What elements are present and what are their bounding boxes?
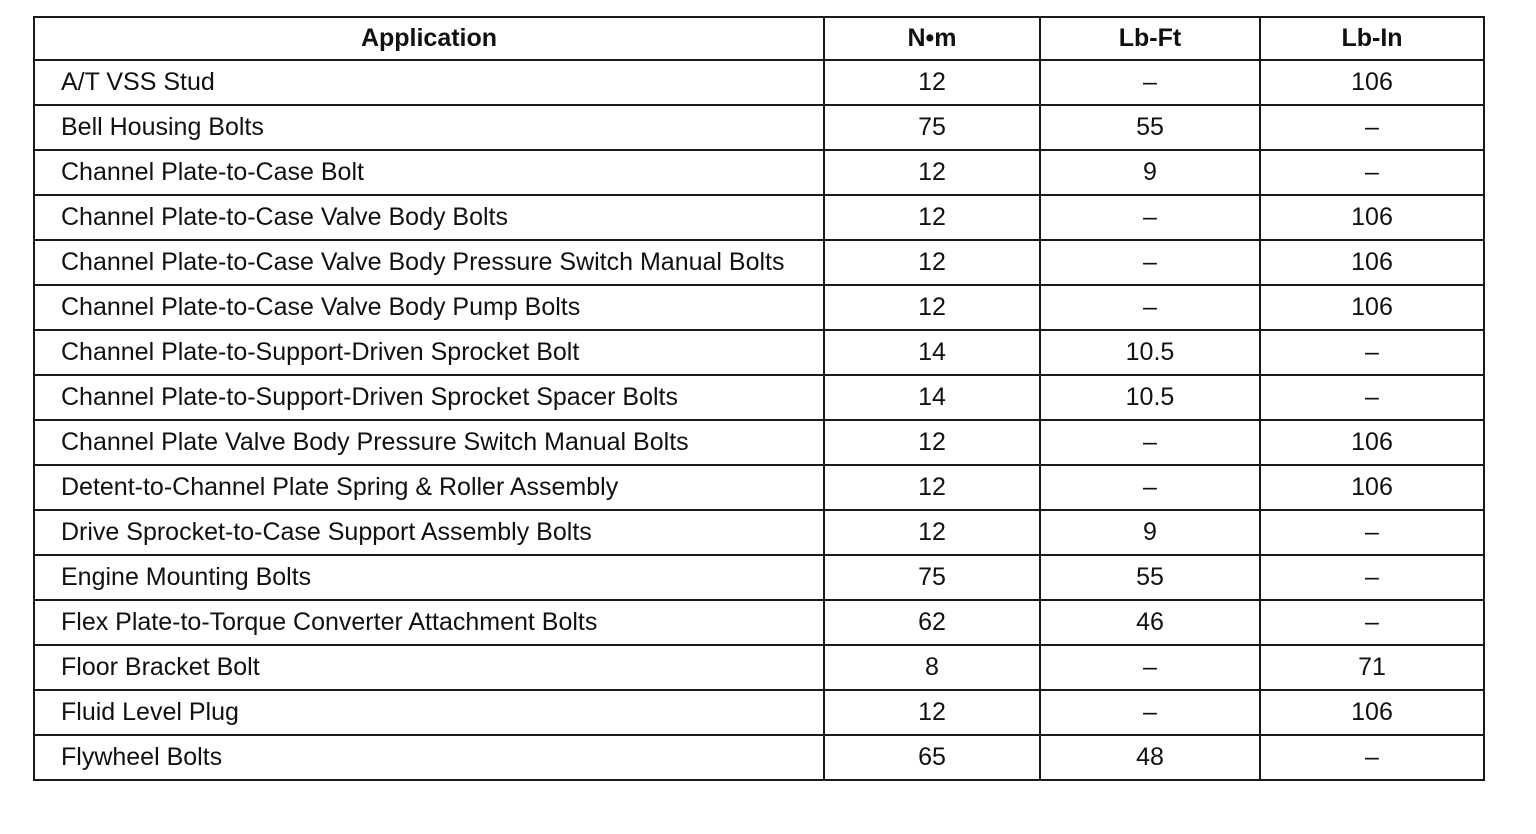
lbft-cell: 10.5 (1040, 330, 1260, 375)
nm-cell: 75 (824, 105, 1040, 150)
lbft-cell: 55 (1040, 555, 1260, 600)
nm-cell: 12 (824, 240, 1040, 285)
lbin-cell: – (1260, 375, 1484, 420)
nm-cell: 14 (824, 375, 1040, 420)
table-row (34, 330, 1484, 375)
application-cell: Floor Bracket Bolt (34, 645, 824, 690)
lbin-cell: 106 (1260, 690, 1484, 735)
nm-cell: 12 (824, 420, 1040, 465)
lbin-cell: 106 (1260, 420, 1484, 465)
lbft-cell: – (1040, 690, 1260, 735)
table-row (34, 105, 1484, 150)
lbft-cell: – (1040, 420, 1260, 465)
application-cell: Flex Plate-to-Torque Converter Attachment Bolts (34, 600, 824, 645)
nm-cell: 12 (824, 195, 1040, 240)
lbin-cell: – (1260, 150, 1484, 195)
lbin-cell: – (1260, 600, 1484, 645)
table-row (34, 555, 1484, 600)
lbft-cell: 9 (1040, 510, 1260, 555)
lbin-cell: 106 (1260, 60, 1484, 105)
table-header-row (34, 17, 1484, 60)
application-cell: Engine Mounting Bolts (34, 555, 824, 600)
lbft-cell: 55 (1040, 105, 1260, 150)
lbft-cell: – (1040, 195, 1260, 240)
table-row (34, 60, 1484, 105)
nm-cell: 12 (824, 465, 1040, 510)
header-lbin: Lb-In (1260, 17, 1484, 60)
lbin-cell: 106 (1260, 195, 1484, 240)
table-row (34, 600, 1484, 645)
nm-cell: 75 (824, 555, 1040, 600)
lbin-cell: – (1260, 735, 1484, 780)
lbin-cell: 71 (1260, 645, 1484, 690)
nm-cell: 12 (824, 150, 1040, 195)
application-cell: Channel Plate-to-Case Valve Body Pump Bolts (34, 285, 824, 330)
lbft-cell: – (1040, 240, 1260, 285)
nm-cell: 8 (824, 645, 1040, 690)
torque-specifications-table (33, 16, 1485, 781)
table-row (34, 375, 1484, 420)
application-cell: Channel Plate-to-Case Valve Body Bolts (34, 195, 824, 240)
lbft-cell: – (1040, 285, 1260, 330)
table-row (34, 240, 1484, 285)
application-cell: Drive Sprocket-to-Case Support Assembly Bolts (34, 510, 824, 555)
nm-cell: 12 (824, 285, 1040, 330)
nm-cell: 12 (824, 510, 1040, 555)
lbin-cell: 106 (1260, 240, 1484, 285)
table-row (34, 420, 1484, 465)
table-row (34, 465, 1484, 510)
header-application: Application (34, 17, 824, 60)
application-cell: Flywheel Bolts (34, 735, 824, 780)
lbft-cell: – (1040, 645, 1260, 690)
application-cell: Detent-to-Channel Plate Spring & Roller Assembly (34, 465, 824, 510)
table-row (34, 735, 1484, 780)
lbft-cell: 9 (1040, 150, 1260, 195)
lbft-cell: 48 (1040, 735, 1260, 780)
lbin-cell: – (1260, 510, 1484, 555)
header-nm: N•m (824, 17, 1040, 60)
lbin-cell: – (1260, 330, 1484, 375)
table-row (34, 645, 1484, 690)
lbin-cell: 106 (1260, 465, 1484, 510)
table-row (34, 690, 1484, 735)
nm-cell: 62 (824, 600, 1040, 645)
application-cell: A/T VSS Stud (34, 60, 824, 105)
application-cell: Fluid Level Plug (34, 690, 824, 735)
application-cell: Channel Plate-to-Case Bolt (34, 150, 824, 195)
application-cell: Bell Housing Bolts (34, 105, 824, 150)
application-cell: Channel Plate-to-Case Valve Body Pressure Switch Manual Bolts (34, 240, 824, 285)
header-lbft: Lb-Ft (1040, 17, 1260, 60)
lbft-cell: – (1040, 465, 1260, 510)
application-cell: Channel Plate-to-Support-Driven Sprocket Bolt (34, 330, 824, 375)
table-row (34, 195, 1484, 240)
nm-cell: 65 (824, 735, 1040, 780)
application-cell: Channel Plate Valve Body Pressure Switch Manual Bolts (34, 420, 824, 465)
nm-cell: 14 (824, 330, 1040, 375)
table-row (34, 285, 1484, 330)
lbin-cell: 106 (1260, 285, 1484, 330)
lbft-cell: – (1040, 60, 1260, 105)
lbin-cell: – (1260, 105, 1484, 150)
nm-cell: 12 (824, 60, 1040, 105)
table-row (34, 510, 1484, 555)
lbin-cell: – (1260, 555, 1484, 600)
nm-cell: 12 (824, 690, 1040, 735)
table-row (34, 150, 1484, 195)
lbft-cell: 10.5 (1040, 375, 1260, 420)
application-cell: Channel Plate-to-Support-Driven Sprocket Spacer Bolts (34, 375, 824, 420)
lbft-cell: 46 (1040, 600, 1260, 645)
